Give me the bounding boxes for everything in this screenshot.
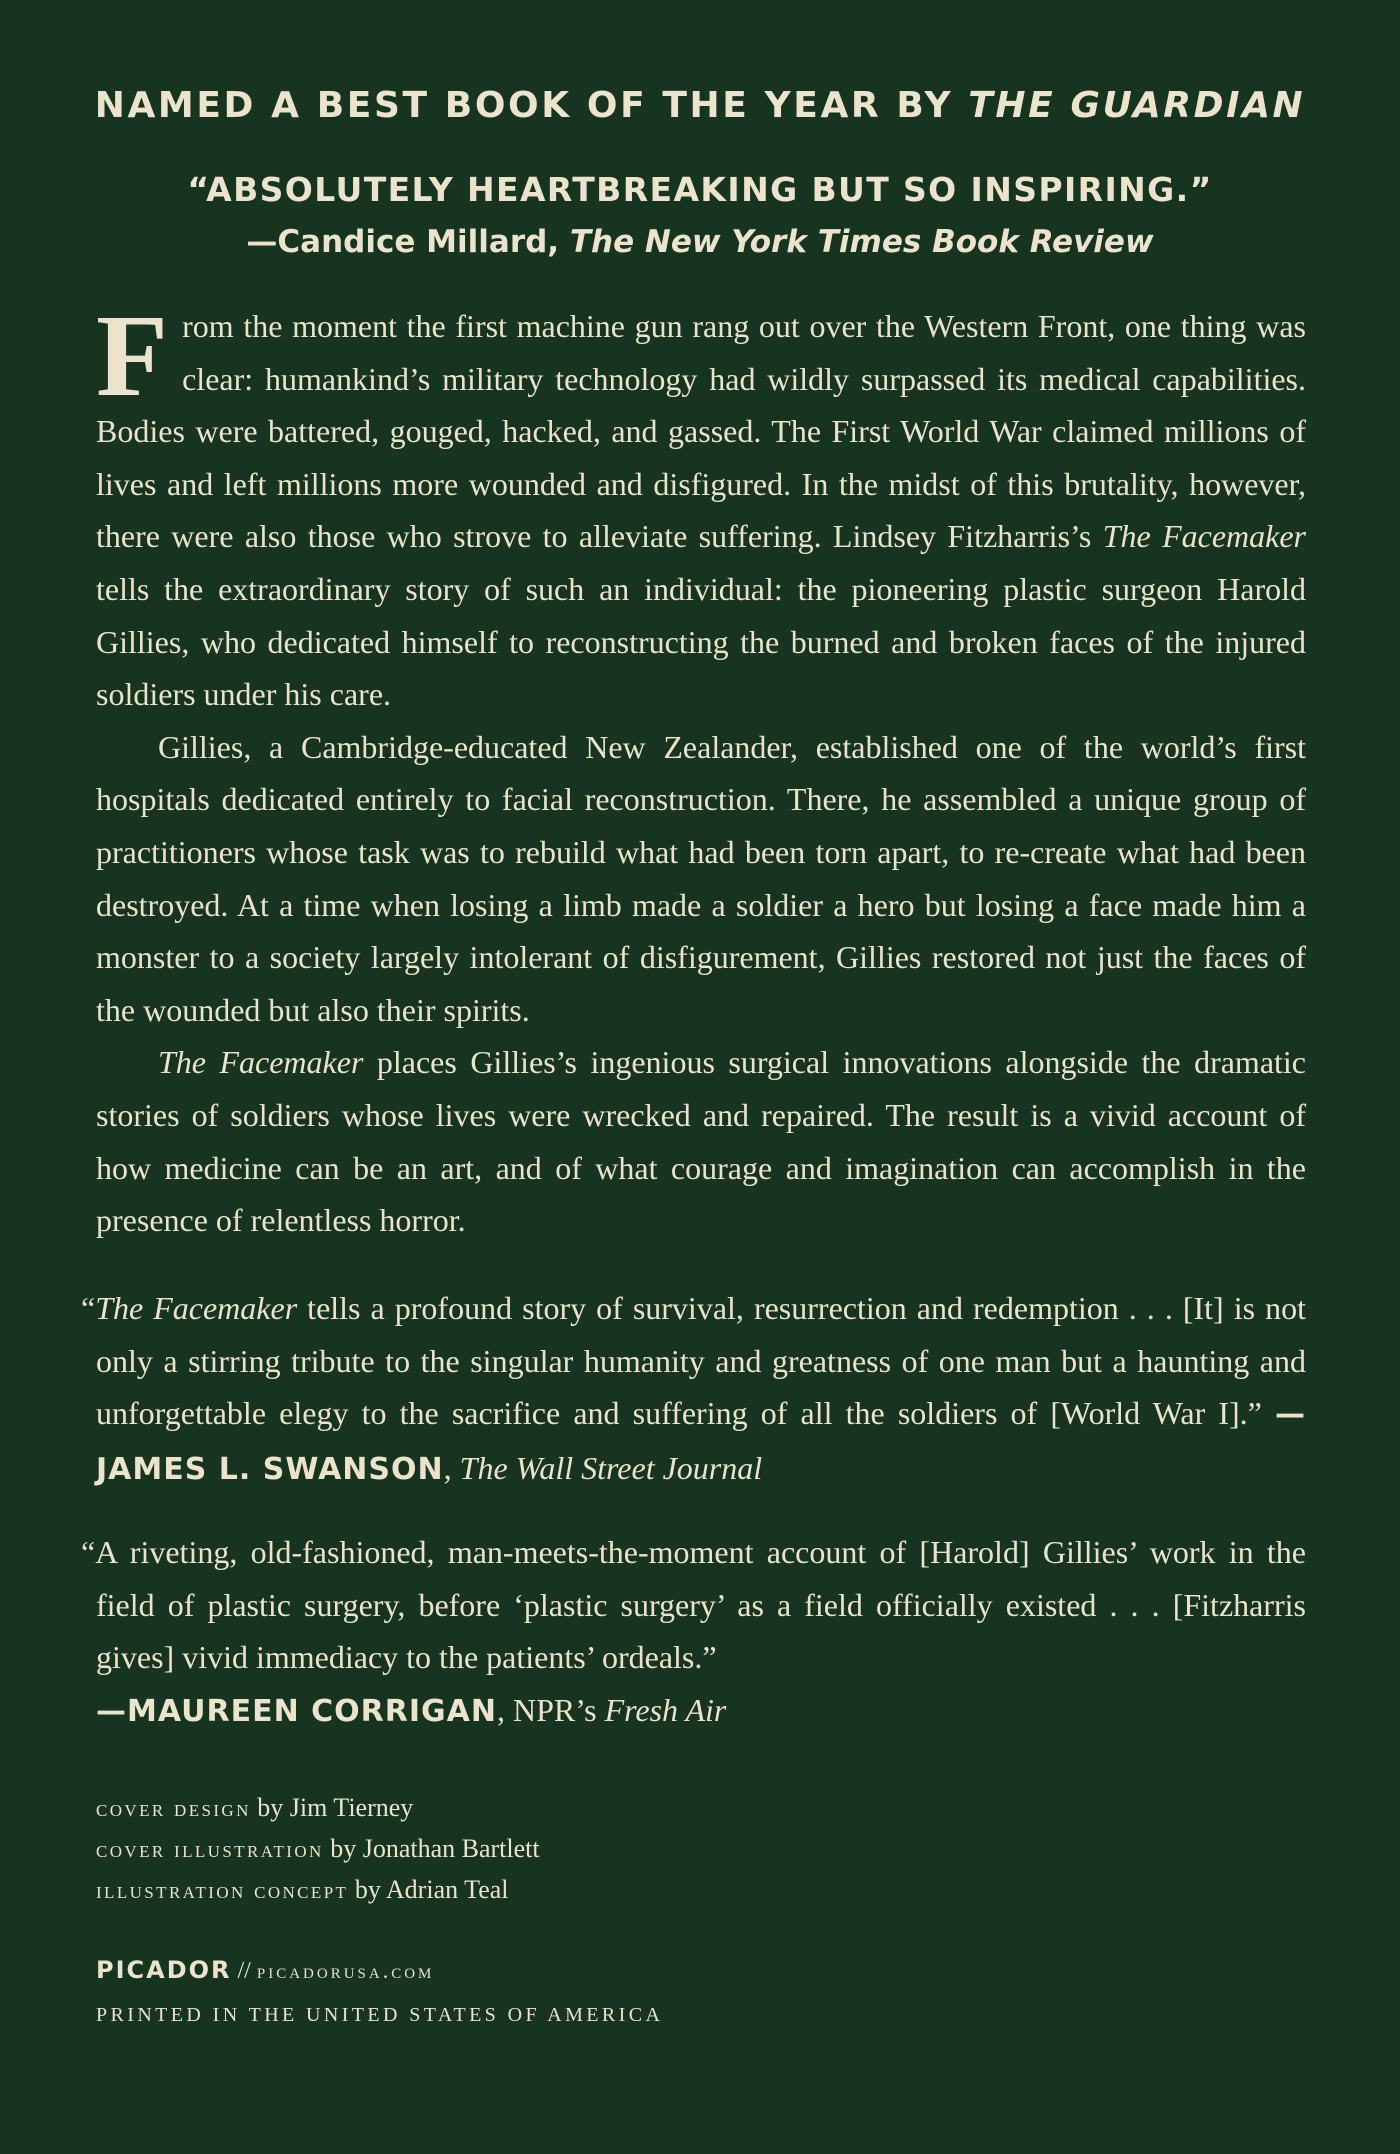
credit-role: illustration concept [96,1878,349,1904]
quote-source: Fresh Air [604,1691,727,1728]
design-credits [96,1788,996,1911]
quote-open-mark: “ [81,1290,96,1326]
book-description [96,290,1307,1247]
pull-quote-attribution [0,216,1400,268]
quote-separator: , NPR’s [496,1691,605,1728]
credit-name: by Jim Tierney [250,1793,414,1822]
publisher-info [96,1948,1096,2037]
quote-text: tells a profound story of survival, resurrection and redemption . . . [It] is not only a stirring tribute to the singular humanity and greatness of one man but a haunting and unforgettable elegy to the sacrifice and suffering of all the soldiers of [World War I].” [96,1290,1307,1432]
quote-author: —JAMES L. SWANSON [96,1397,1306,1487]
blurb-p1-text-b: tells the extraordinary story of such an individual: the pioneering plastic surgeon Harold Gillies, who dedicated himself to reconstructing the burned and broken faces of the injured soldiers under his care. [96,570,1306,713]
pull-quote-author: —Candice Millard, [246,224,570,260]
credit-role: cover illustration [96,1837,324,1863]
credit-cover-design [96,1788,996,1829]
award-line [0,82,1400,130]
credit-name: by Jonathan Bartlett [323,1834,540,1863]
credit-role: cover design [96,1796,251,1822]
blurb-paragraph-2: Gillies, a Cambridge-educated New Zealander, established one of the world’s first hospitals dedicated entirely to facial reconstruction. There, he assembled a unique group of practitioners whose task was to rebuild what had been torn apart, to re-create what had been destroyed. At a time when losing a limb made a soldier a hero but losing a face made him a monster to a society largely intolerant of disfigurement, Gillies restored not just the faces of the wounded but also their spirits. [96,728,1306,1028]
publisher-website: picadorusa.com [256,1958,435,1983]
credit-illustration-concept [96,1870,996,1911]
publisher-separator: // [231,1958,257,1984]
review-quote-corrigan [81,1526,1306,1738]
quote-separator: , [443,1449,460,1486]
blurb-p3-book-title: The Facemaker [158,1044,364,1081]
blurb-p3-text: places Gillies’s ingenious surgical innovations alongside the dramatic stories of soldiers whose lives were wrecked and repaired. The result is a vivid account of how medicine can be an art, and of what courage and imagination can accomplish in the presence of relentless horror. [96,1044,1307,1239]
printed-in: PRINTED IN THE UNITED STATES OF AMERICA [96,2004,664,2026]
quote-author: —MAUREEN CORRIGAN [96,1693,497,1729]
credit-name: by Adrian Teal [348,1875,509,1904]
blurb-p1-text-a: rom the moment the first machine gun rang out over the Western Front, one thing was clear: humankind’s military technology had wildly surpassed its medical capabilities. Bodies were battered, gouged, hacked, and gassed. The First World War claimed millions of lives and left millions more wounded and disfigured. In the midst of this brutality, however, there were also those who strove to alleviate suffering. Lindsey Fitzharris’s [96,308,1306,555]
pull-quote-source: The New York Times Book Review [569,224,1154,260]
award-prefix: NAMED A BEST BOOK OF THE YEAR BY [94,85,969,126]
quote-source: The Wall Street Journal [459,1449,763,1486]
quote-book-title: The Facemaker [95,1290,298,1326]
credit-cover-illustration [96,1829,996,1870]
publisher-line [96,1948,1096,1993]
quote-text: “A riveting, old-fashioned, man-meets-the-moment account of [Harold] Gillies’ work in the field of plastic surgery, before ‘plastic surgery’ as a field officially existed . . . [Fitzharris gives] vivid immediacy to the patients’ ordeals.” [81,1534,1306,1676]
blurb-p1-book-title: The Facemaker [1102,518,1307,555]
blurb-paragraph-3 [96,1036,1306,1246]
drop-cap: F [96,290,169,421]
publisher-name: PICADOR [96,1956,232,1984]
pull-quote [0,164,1400,268]
review-quote-swanson [81,1282,1307,1496]
pull-quote-text: “ABSOLUTELY HEARTBREAKING BUT SO INSPIRING.” [187,170,1213,209]
award-publication: THE GUARDIAN [968,85,1306,126]
blurb-paragraph-1 [96,290,1307,721]
